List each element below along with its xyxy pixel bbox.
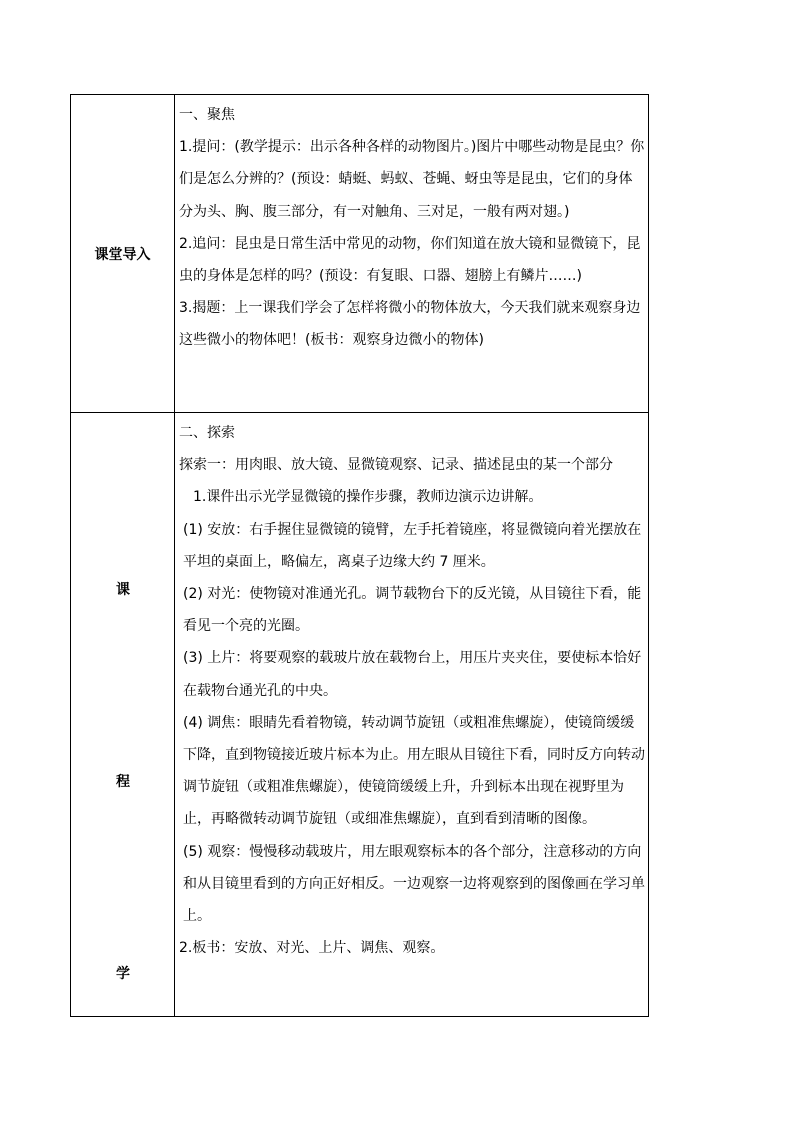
process-label-char-2: 程 [116,774,130,790]
question-paragraph: 1.提问：(教学提示：出示各种各样的动物图片。)图片中哪些动物是昆虫？你们是怎么分辨的？(预设：蜻蜓、蚂蚁、苍蝇、蚜虫等是昆虫，它们的身体分为头、胸、腹三部分，有一对触角、三对足，一般有两对翅。) [179,139,645,220]
exploration-title: 探索一：用肉眼、放大镜、显微镜观察、记录、描述昆虫的某一个部分 [179,457,613,474]
process-content-cell [175,413,649,1017]
section-heading: 一、聚焦 [179,107,235,123]
reveal-topic-paragraph: 3.揭题：上一课我们学会了怎样将微小的物体放大，今天我们就来观察身边这些微小的物体吧！(板书：观察身边微小的物体) [179,300,641,349]
step-placement: (1) 安放：右手握住显微镜的镜臂，左手托着镜座，将显微镜向着光摆放在平坦的桌面上，略偏左，离桌子边缘大约 7 厘米。 [183,521,642,570]
intro-label-cell [71,95,175,413]
section-heading: 二、探索 [179,425,235,441]
row-process [71,413,649,1017]
lesson-table [70,94,649,1017]
intro-label: 课堂导入 [94,246,151,263]
step-light: (2) 对光：使物镜对准通光孔。调节载物台下的反光镜，从目镜往下看，能看见一个亮的光圈。 [183,586,642,635]
process-label-cell [71,413,175,1017]
intro-content-cell [175,95,649,413]
step-observe: (5) 观察：慢慢移动载玻片，用左眼观察标本的各个部分，注意移动的方向和从目镜里看到的方向正好相反。一边观察一边将观察到的图像画在学习单上。 [183,843,645,925]
step-focus: (4) 调焦：眼睛先看着物镜，转动调节旋钮（或粗准焦螺旋），使镜筒缓缓下降，直到物镜接近玻片标本为止。用左眼从目镜往下看，同时反方向转动调节旋钮（或粗准焦螺旋），使镜筒缓缓上升，升到标本出现在视野里为止，再略微转动调节旋钮（或细准焦螺旋），直到看到清晰的图像。 [183,714,645,828]
step-intro: 1.课件出示光学显微镜的操作步骤，教师边演示边讲解。 [193,489,543,506]
process-label-char-1: 课 [116,582,130,598]
follow-up-paragraph: 2.追问：昆虫是日常生活中常见的动物，你们知道在放大镜和显微镜下，昆虫的身体是怎样的吗？(预设：有复眼、口器、翅膀上有鳞片……) [179,235,641,285]
board-summary: 2.板书：安放、对光、上片、调焦、观察。 [179,940,445,957]
step-slide: (3) 上片：将要观察的载玻片放在载物台上，用压片夹夹住，要使标本恰好在载物台通光孔的中央。 [183,650,642,699]
process-label-char-3: 学 [116,966,130,982]
row-intro [71,95,649,413]
